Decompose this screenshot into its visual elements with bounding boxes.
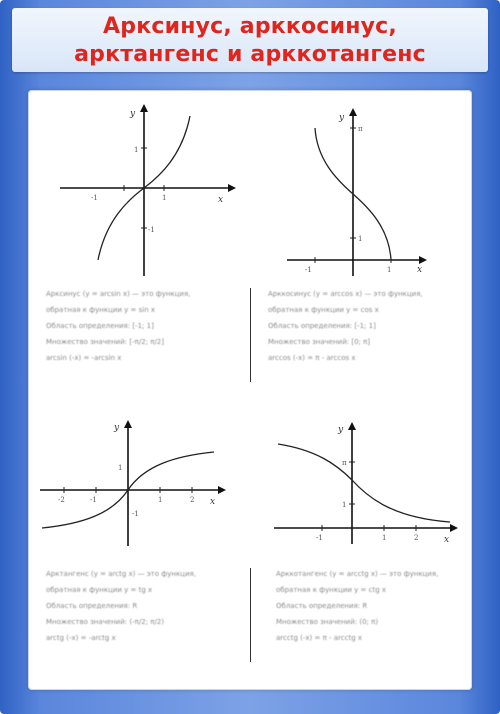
arcsin-desc-line: arcsin (-x) = -arcsin x — [46, 354, 122, 362]
arctan-description — [46, 566, 206, 646]
arcsin-desc-line: обратная к функции y = sin x — [46, 306, 156, 314]
arctan-desc-line: обратная к функции y = tg x — [46, 586, 153, 594]
arctan-tick-label-y1: 1 — [118, 464, 123, 472]
title-banner — [12, 8, 488, 72]
arctan-tick-label-x1: -2 — [58, 496, 65, 504]
arcsin-tick-label-x2: 1 — [162, 194, 167, 202]
arcsin-x-arrow — [228, 184, 236, 192]
arccos-x-label: x — [417, 265, 423, 275]
arccos-y-arrow — [349, 108, 357, 116]
arcctg-tick-label-y1: π — [342, 459, 347, 467]
bottom-divider — [250, 568, 251, 662]
arctan-graph — [38, 418, 228, 548]
arccos-description — [268, 286, 428, 366]
arcsin-desc-line: Арксинус (y = arcsin x) — это функция, — [46, 290, 191, 298]
arcctg-desc-line: Область определения: R — [276, 602, 368, 610]
arcsin-graph — [58, 100, 238, 280]
arcctg-tick-label-x2: 1 — [382, 534, 387, 542]
content-panel — [28, 90, 472, 690]
arccos-desc-line: Область определения: [-1; 1] — [268, 322, 376, 330]
arcctg-desc-line: обратная к функции y = ctg x — [276, 586, 387, 594]
arccos-graph — [283, 100, 463, 280]
title-line-1: Арксинус, арккосинус, — [103, 14, 397, 39]
arcctg-desc-line: Множество значений: (0; π) — [276, 618, 379, 626]
arcsin-x-label: x — [218, 195, 224, 205]
arcctg-y-label: y — [338, 425, 344, 435]
arcctg-desc-line: Арккотангенс (y = arcctg x) — это функция, — [276, 570, 439, 578]
arcsin-tick-label-y2: -1 — [148, 226, 155, 234]
arccos-desc-line: Множество значений: [0; π] — [268, 338, 371, 346]
top-divider — [250, 288, 251, 382]
arctan-y-arrow — [124, 420, 132, 428]
arctan-desc-line: arctg (-x) = -arctg x — [46, 634, 116, 642]
arctan-y-label: y — [114, 423, 120, 433]
arcctg-tick-label-x1: -1 — [316, 534, 323, 542]
arcsin-tick-label-x1: -1 — [91, 194, 98, 202]
arccos-desc-line: Арккосинус (y = arccos x) — это функция, — [268, 290, 423, 298]
arcsin-desc-line: Множество значений: [-π/2; π/2] — [46, 338, 164, 346]
arctan-x-label: x — [210, 497, 216, 507]
arccos-tick-label-x2: 1 — [387, 266, 392, 274]
arcctg-desc-line: arcctg (-x) = π - arcctg x — [276, 634, 363, 642]
arctan-tick-label-x3: 1 — [158, 496, 163, 504]
arcctg-curve — [278, 444, 450, 522]
arcctg-tick-label-y2: 1 — [342, 501, 347, 509]
arcsin-desc-line: Область определения: [-1; 1] — [46, 322, 154, 330]
arcsin-tick-label-y1: 1 — [134, 146, 139, 154]
arcctg-description — [276, 566, 439, 646]
arcsin-description — [46, 286, 206, 366]
arcsin-y-label: y — [130, 109, 136, 119]
title-line-2: арктангенс и арккотангенс — [74, 42, 426, 67]
arctan-x-arrow — [218, 486, 226, 494]
arccos-desc-line: обратная к функции y = cos x — [268, 306, 379, 314]
arccos-tick-label-x1: -1 — [305, 266, 312, 274]
arcctg-x-label: x — [444, 535, 450, 545]
arctan-desc-line: Множество значений: (-π/2; π/2) — [46, 618, 164, 626]
arccos-tick-label-y1: π — [358, 125, 363, 133]
arctan-desc-line: Арктангенс (y = arctg x) — это функция, — [46, 570, 196, 578]
arctan-tick-label-y2: -1 — [132, 510, 139, 518]
arcctg-tick-label-x3: 2 — [414, 534, 419, 542]
arcctg-graph — [272, 418, 462, 548]
arctan-tick-label-x4: 2 — [190, 496, 195, 504]
arccos-x-arrow — [419, 256, 427, 264]
arcsin-y-arrow — [140, 104, 148, 112]
arctan-desc-line: Область определения: R — [46, 602, 138, 610]
arcctg-x-arrow — [450, 524, 458, 532]
arcctg-y-arrow — [348, 422, 356, 430]
arctan-tick-label-x2: -1 — [90, 496, 97, 504]
arccos-desc-line: arccos (-x) = π - arccos x — [268, 354, 356, 362]
arccos-tick-label-y2: 1 — [358, 235, 363, 243]
arccos-y-label: y — [339, 113, 345, 123]
